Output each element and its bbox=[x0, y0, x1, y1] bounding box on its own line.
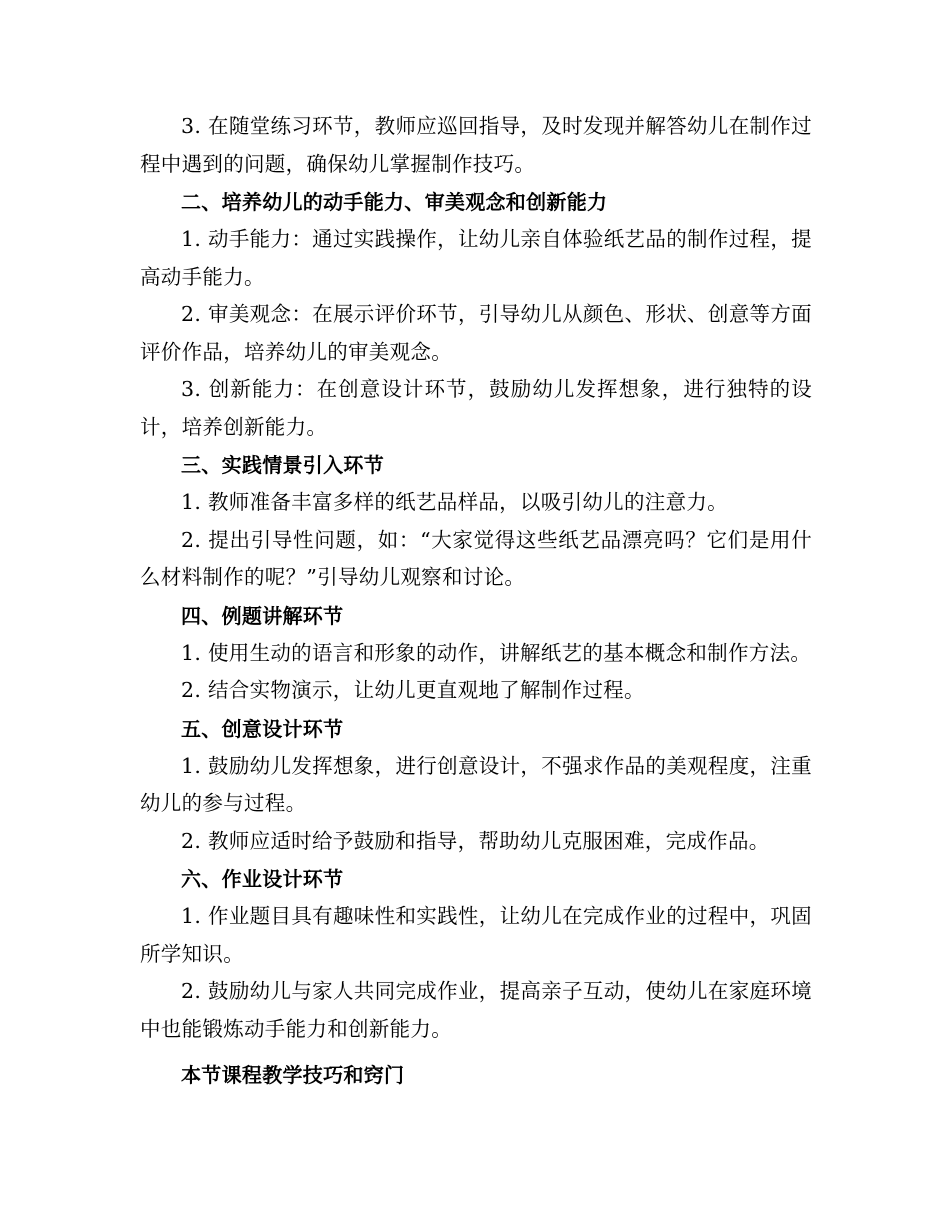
section-heading: 五、创意设计环节 bbox=[181, 716, 344, 741]
section-heading: 六、作业设计环节 bbox=[181, 867, 344, 891]
paragraph: 1. 鼓励幼儿发挥想象，进行创意设计，不强求作品的美观程度，注重幼儿的参与过程。 bbox=[140, 753, 812, 815]
paragraph: 1. 教师准备丰富多样的纸艺品样品，以吸引幼儿的注意力。 bbox=[181, 490, 728, 514]
document-body bbox=[140, 108, 812, 1094]
paragraph: 1. 动手能力：通过实践操作，让幼儿亲自体验纸艺品的制作过程，提高动手能力。 bbox=[140, 227, 812, 289]
section-heading: 三、实践情景引入环节 bbox=[181, 453, 384, 477]
paragraph: 2. 审美观念：在展示评价环节，引导幼儿从颜色、形状、创意等方面评价作品，培养幼儿的审美观念。 bbox=[140, 302, 812, 364]
paragraph: 2. 提出引导性问题，如：“大家觉得这些纸艺品漂亮吗？它们是用什么材料制作的呢？”引导幼儿观察和讨论。 bbox=[140, 527, 812, 589]
paragraph: 2. 教师应适时给予鼓励和指导，帮助幼儿克服困难，完成作品。 bbox=[181, 828, 770, 853]
paragraph: 2. 鼓励幼儿与家人共同完成作业，提高亲子互动，使幼儿在家庭环境中也能锻炼动手能力和创新能力。 bbox=[140, 979, 812, 1041]
paragraph: 1. 作业题目具有趣味性和实践性，让幼儿在完成作业的过程中，巩固所学知识。 bbox=[140, 904, 812, 966]
section-heading: 二、培养幼儿的动手能力、审美观念和创新能力 bbox=[181, 190, 608, 214]
paragraph: 3. 在随堂练习环节，教师应巡回指导，及时发现并解答幼儿在制作过程中遇到的问题，确保幼儿掌握制作技巧。 bbox=[140, 114, 812, 176]
section-heading: 四、例题讲解环节 bbox=[181, 603, 344, 628]
paragraph: 1. 使用生动的语言和形象的动作，讲解纸艺的基本概念和制作方法。 bbox=[181, 640, 812, 665]
paragraph: 3. 创新能力：在创意设计环节，鼓励幼儿发挥想象，进行独特的设计，培养创新能力。 bbox=[140, 377, 812, 439]
section-heading: 本节课程教学技巧和窍门 bbox=[181, 1063, 405, 1087]
paragraph: 2. 结合实物演示，让幼儿更直观地了解制作过程。 bbox=[181, 678, 645, 702]
